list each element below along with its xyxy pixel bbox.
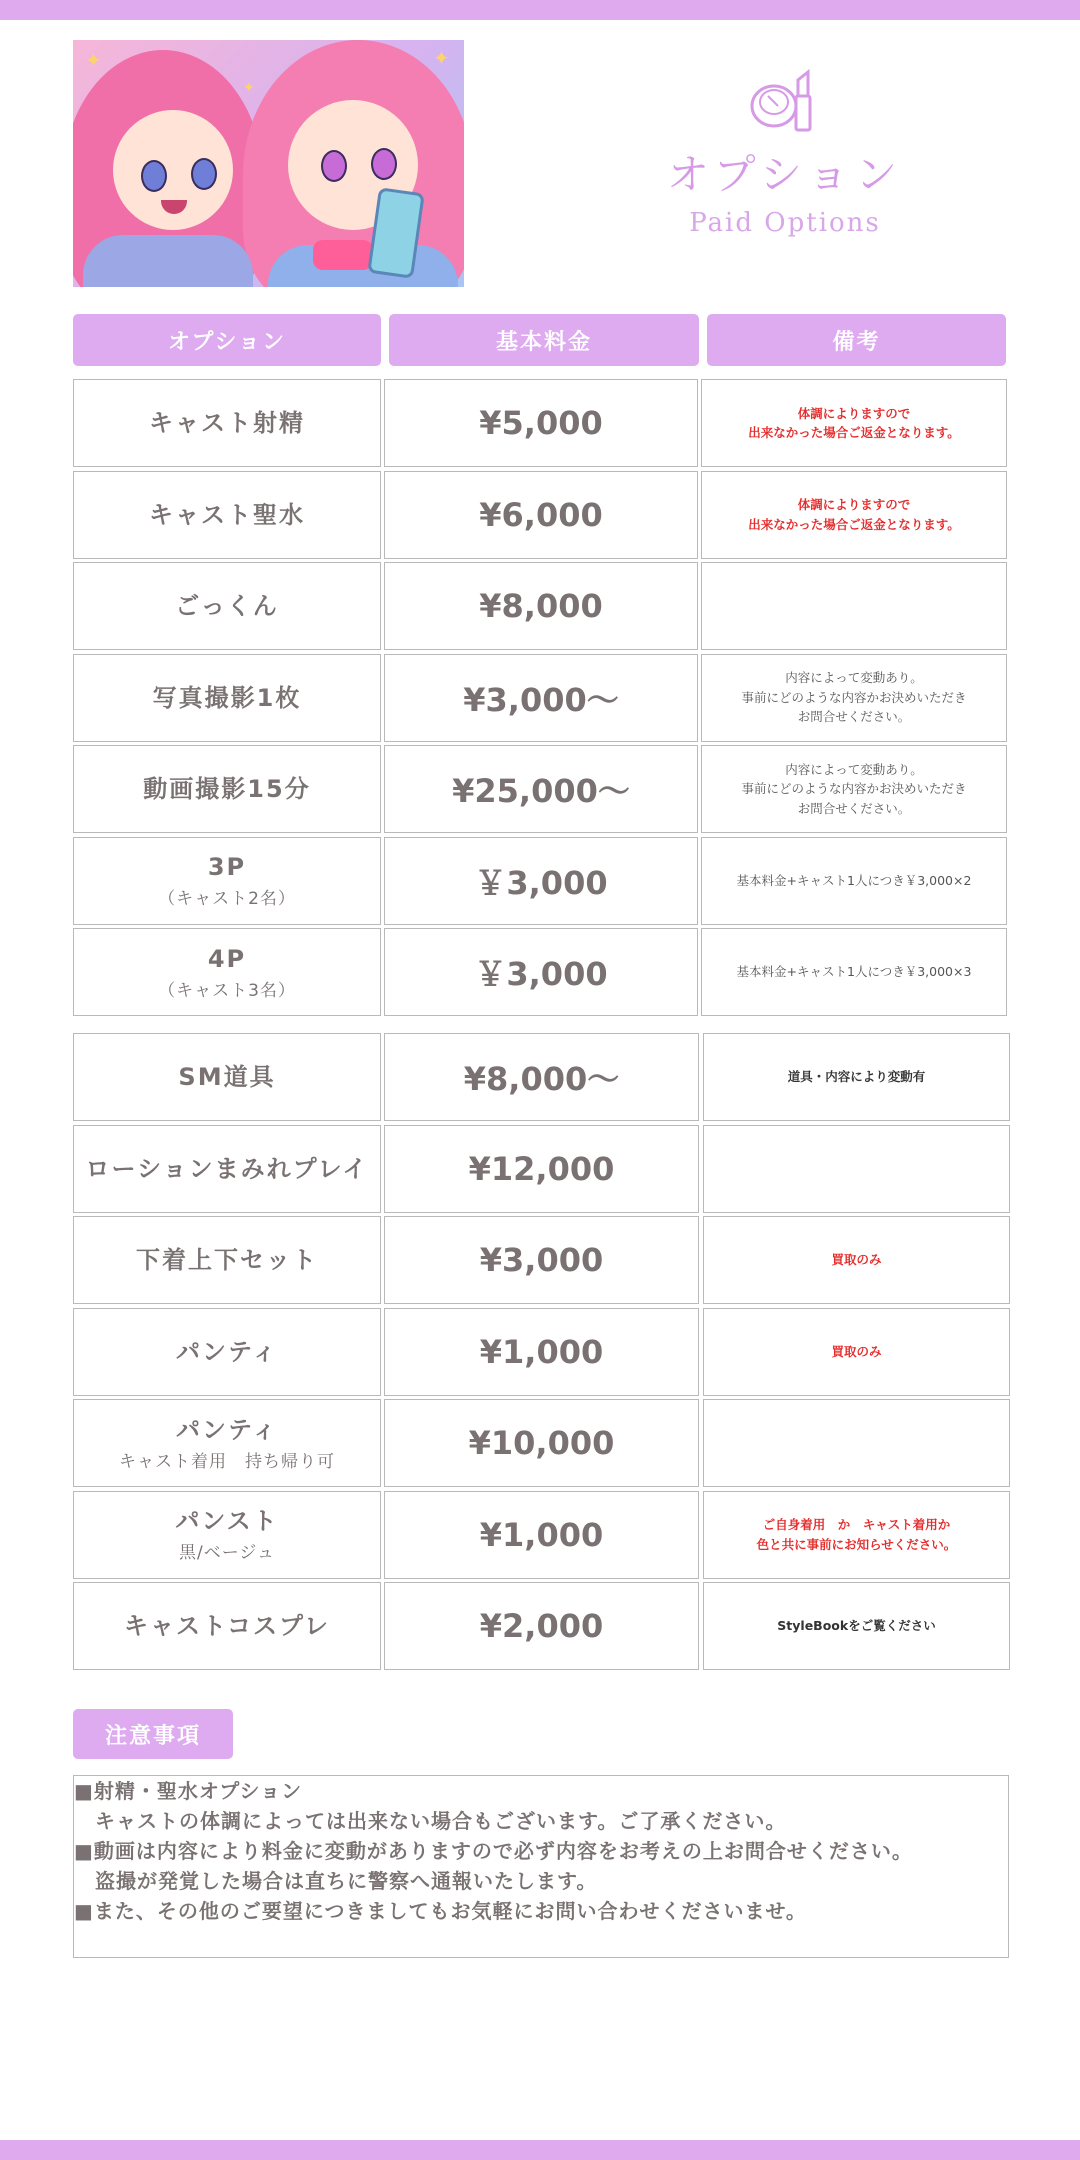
option-price: ¥25,000〜 xyxy=(452,772,630,810)
option-note: 買取のみ xyxy=(831,1343,882,1359)
caution-box xyxy=(73,1775,1009,1958)
option-name-cell xyxy=(73,1582,381,1670)
option-name: 写真撮影1枚 xyxy=(152,683,302,712)
option-name-cell xyxy=(73,1033,381,1121)
option-note-cell xyxy=(701,654,1007,742)
option-price-cell xyxy=(384,1582,699,1670)
option-price-cell xyxy=(384,1216,699,1304)
option-note-cell xyxy=(703,1033,1010,1121)
option-name: 下着上下セット xyxy=(136,1246,318,1274)
option-name-cell xyxy=(73,928,381,1016)
option-note-cell xyxy=(703,1491,1010,1579)
option-note-cell xyxy=(701,562,1007,650)
option-name-cell xyxy=(73,837,381,925)
option-name: キャストコスプレ xyxy=(123,1612,331,1640)
option-price-cell xyxy=(384,379,698,467)
option-note: 内容によって変動あり。 事前にどのような内容かお決めいただき お問合せください。 xyxy=(741,670,967,725)
option-note-cell xyxy=(703,1216,1010,1304)
option-note-cell xyxy=(701,745,1007,833)
option-note: 体調によりますので 出来なかった場合ご返金となります。 xyxy=(748,405,960,440)
option-price: ¥12,000 xyxy=(468,1149,615,1188)
option-price: ¥3,000〜 xyxy=(463,680,619,719)
option-name-cell xyxy=(73,1125,381,1213)
option-note: 基本料金+キャスト1人につき￥3,000×3 xyxy=(736,964,972,980)
option-name: ごっくん xyxy=(175,592,279,620)
option-name: キャスト聖水 xyxy=(149,500,305,529)
option-name: 3P xyxy=(207,853,247,881)
column-header-option: オプション xyxy=(73,314,381,366)
option-note-cell xyxy=(703,1582,1010,1670)
option-note: 体調によりますので 出来なかった場合ご返金となります。 xyxy=(748,497,960,532)
option-price: ¥3,000 xyxy=(479,1241,604,1279)
option-name-cell xyxy=(73,562,381,650)
option-price: ￥3,000 xyxy=(474,955,608,993)
option-note-cell xyxy=(703,1399,1010,1487)
option-note-cell xyxy=(701,379,1007,467)
option-price-cell xyxy=(384,745,698,833)
option-name: ローションまみれプレイ xyxy=(85,1154,369,1183)
option-subtext: （キャスト3名） xyxy=(158,980,296,1001)
option-name-cell xyxy=(73,471,381,559)
option-name: パンティ xyxy=(175,1415,279,1444)
option-price-cell xyxy=(384,837,698,925)
option-note: 内容によって変動あり。 事前にどのような内容かお決めいただき お問合せください。 xyxy=(741,761,967,816)
option-note-cell xyxy=(703,1125,1010,1213)
option-note: 基本料金+キャスト1人につき￥3,000×2 xyxy=(736,872,972,888)
option-price-cell xyxy=(384,1491,699,1579)
option-price: ¥8,000〜 xyxy=(463,1060,620,1098)
option-name-cell xyxy=(73,1491,381,1579)
caution-line: キャストの体調によっては出来ない場合もございます。ご了承ください。 xyxy=(74,1809,787,1833)
option-note-cell xyxy=(701,471,1007,559)
top-accent-bar xyxy=(0,0,1080,20)
option-price: ¥10,000 xyxy=(468,1424,615,1462)
option-price-cell xyxy=(384,562,698,650)
option-price-cell xyxy=(384,471,698,559)
option-price-cell xyxy=(384,1308,699,1396)
option-subtext: 黒/ベージュ xyxy=(178,1543,276,1563)
option-price-cell xyxy=(384,654,698,742)
option-note: ご自身着用 か キャスト着用か 色と共に事前にお知らせください。 xyxy=(756,1517,957,1552)
option-name-cell xyxy=(73,1399,381,1487)
column-header-price: 基本料金 xyxy=(389,314,699,366)
option-note: 買取のみ xyxy=(831,1252,882,1268)
option-price: ￥3,000 xyxy=(474,863,608,902)
option-name: 動画撮影15分 xyxy=(143,775,311,803)
caution-line: 盗撮が発覚した場合は直ちに警察へ通報いたします。 xyxy=(74,1869,598,1893)
option-price-cell xyxy=(384,1125,699,1213)
option-price: ¥6,000 xyxy=(479,495,603,534)
option-name: キャスト射精 xyxy=(149,409,305,437)
caution-line: ■また、その他のご要望につきましてもお気軽にお問い合わせくださいませ。 xyxy=(74,1899,807,1923)
hero-illustration: ✦ ✦ ✦ xyxy=(73,40,464,287)
option-price: ¥2,000 xyxy=(479,1607,604,1645)
option-price: ¥8,000 xyxy=(479,587,603,625)
option-subtext: （キャスト2名） xyxy=(158,889,296,909)
option-note-cell xyxy=(703,1308,1010,1396)
option-name-cell xyxy=(73,1216,381,1304)
caution-label: 注意事項 xyxy=(73,1709,233,1759)
option-name: SM道具 xyxy=(178,1063,276,1091)
option-name-cell xyxy=(73,654,381,742)
option-name: パンティ xyxy=(175,1337,279,1366)
option-note: 道具・内容により変動有 xyxy=(787,1069,926,1085)
option-price: ¥1,000 xyxy=(479,1515,604,1554)
option-name-cell xyxy=(73,379,381,467)
option-subtext: キャスト着用 持ち帰り可 xyxy=(119,1451,335,1472)
page-subtitle: Paid Options xyxy=(689,208,881,238)
option-price-cell xyxy=(384,1033,699,1121)
option-price-cell xyxy=(384,1399,699,1487)
option-price-cell xyxy=(384,928,698,1016)
option-name-cell xyxy=(73,745,381,833)
option-name-cell xyxy=(73,1308,381,1396)
caution-line: ■動画は内容により料金に変動がありますので必ず内容をお考えの上お問合せください。 xyxy=(74,1839,913,1863)
page-title: オプション xyxy=(666,150,904,199)
bottom-accent-bar xyxy=(0,2140,1080,2160)
column-header-notes: 備考 xyxy=(707,314,1006,366)
option-name: 4P xyxy=(207,944,247,973)
option-note-cell xyxy=(701,928,1007,1016)
compact-and-lipstick-icon xyxy=(748,66,818,134)
caution-line: ■射精・聖水オプション xyxy=(74,1779,303,1803)
option-note: StyleBookをご覧ください xyxy=(777,1618,936,1634)
option-name: パンスト xyxy=(175,1507,279,1535)
option-price: ¥5,000 xyxy=(479,404,603,442)
option-price: ¥1,000 xyxy=(479,1332,604,1371)
option-note-cell xyxy=(701,837,1007,925)
